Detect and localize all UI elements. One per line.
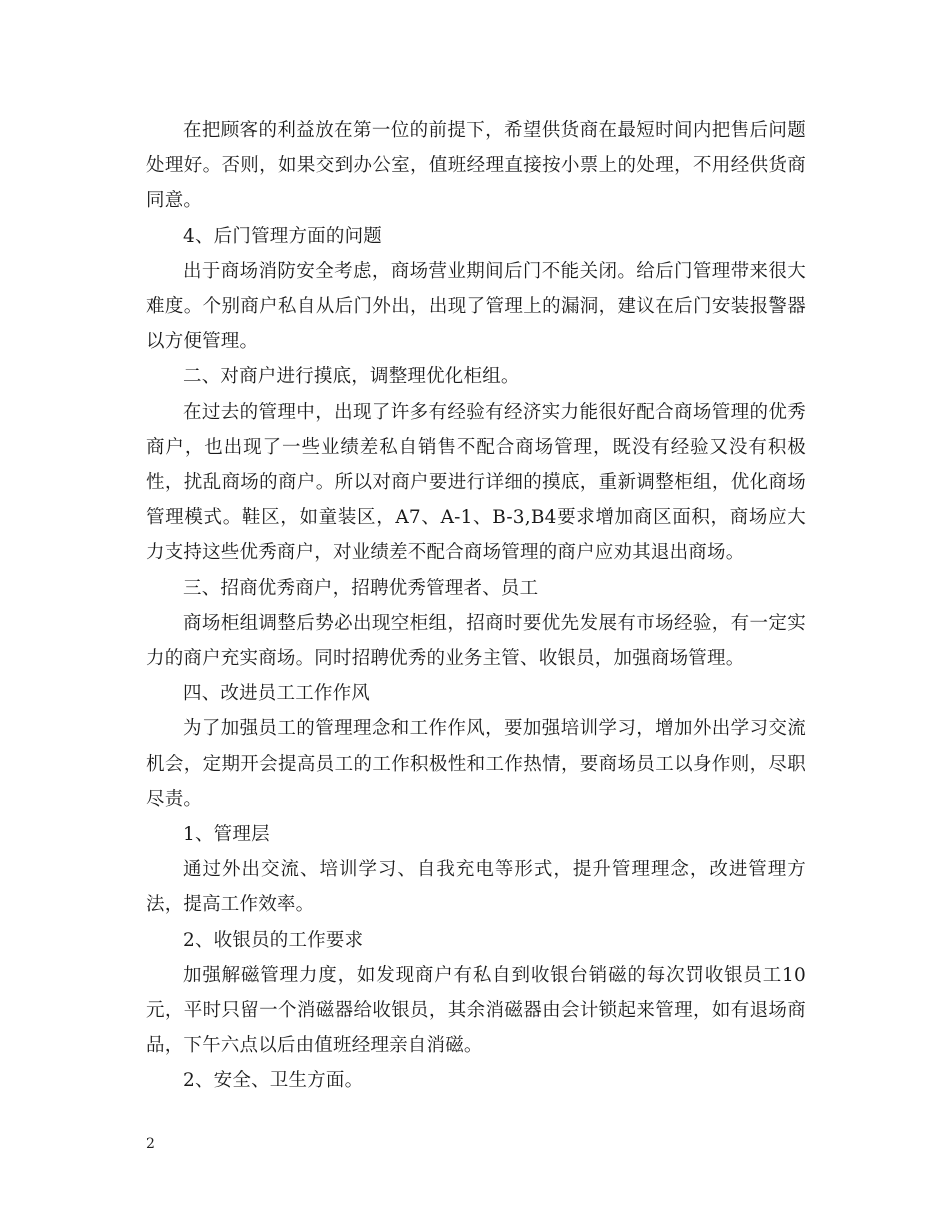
page-number: 2 (146, 1136, 155, 1152)
paragraph-work-style: 为了加强员工的管理理念和工作作风，要加强培训学习，增加外出学习交流机会，定期开会提高员工的工作积极性和工作热情，要商场员工以身作则，尽职尽责。 (146, 718, 806, 810)
paragraph-management: 通过外出交流、培训学习、自我充电等形式，提升管理理念，改进管理方法，提高工作效率。 (146, 859, 806, 916)
paragraph-cashier: 加强解磁管理力度，如发现商户有私自到收银台销磁的每次罚收银员工10元，平时只留一个消磁器给收银员，其余消磁器由会计锁起来管理，如有退场商品，下午六点以后由值班经理亲自消磁。 (146, 964, 806, 1057)
heading-safety: 2、安全、卫生方面。 (183, 1070, 364, 1092)
heading-recruitment: 三、招商优秀商户，招聘优秀管理者、员工 (183, 577, 539, 599)
heading-cashier: 2、收银员的工作要求 (183, 929, 364, 951)
paragraph-recruitment: 商场柜组调整后势必出现空柜组，招商时要优先发展有市场经验，有一定实力的商户充实商场。同时招聘优秀的业务主管、收银员，加强商场管理。 (146, 612, 806, 670)
paragraph-merchant-review: 在过去的管理中，出现了许多有经验有经济实力能很好配合商场管理的优秀商户，也出现了一些业绩差私自销售不配合商场管理，既没有经验又没有积极性，扰乱商场的商户。所以对商户要进行详细的摸底，重新调整柜组，优化商场管理模式。鞋区，如童装区，A7、A-1、B-3,B4要求增加商区面积，商场应大力支持这些优秀商户，对业绩差不配合商场管理的商户应劝其退出商场。 (146, 401, 806, 564)
heading-management: 1、管理层 (183, 824, 270, 846)
document-body (146, 113, 806, 1099)
heading-back-door: 4、后门管理方面的问题 (183, 225, 382, 247)
heading-merchant-review: 二、对商户进行摸底，调整理优化柜组。 (183, 366, 520, 388)
paragraph-after-sales: 在把顾客的利益放在第一位的前提下，希望供货商在最短时间内把售后问题处理好。否则，如果交到办公室，值班经理直接按小票上的处理，不用经供货商同意。 (146, 120, 806, 212)
heading-work-style: 四、改进员工工作作风 (183, 683, 371, 705)
paragraph-back-door: 出于商场消防安全考虑，商场营业期间后门不能关闭。给后门管理带来很大难度。个别商户私自从后门外出，出现了管理上的漏洞，建议在后门安装报警器以方便管理。 (146, 260, 806, 353)
